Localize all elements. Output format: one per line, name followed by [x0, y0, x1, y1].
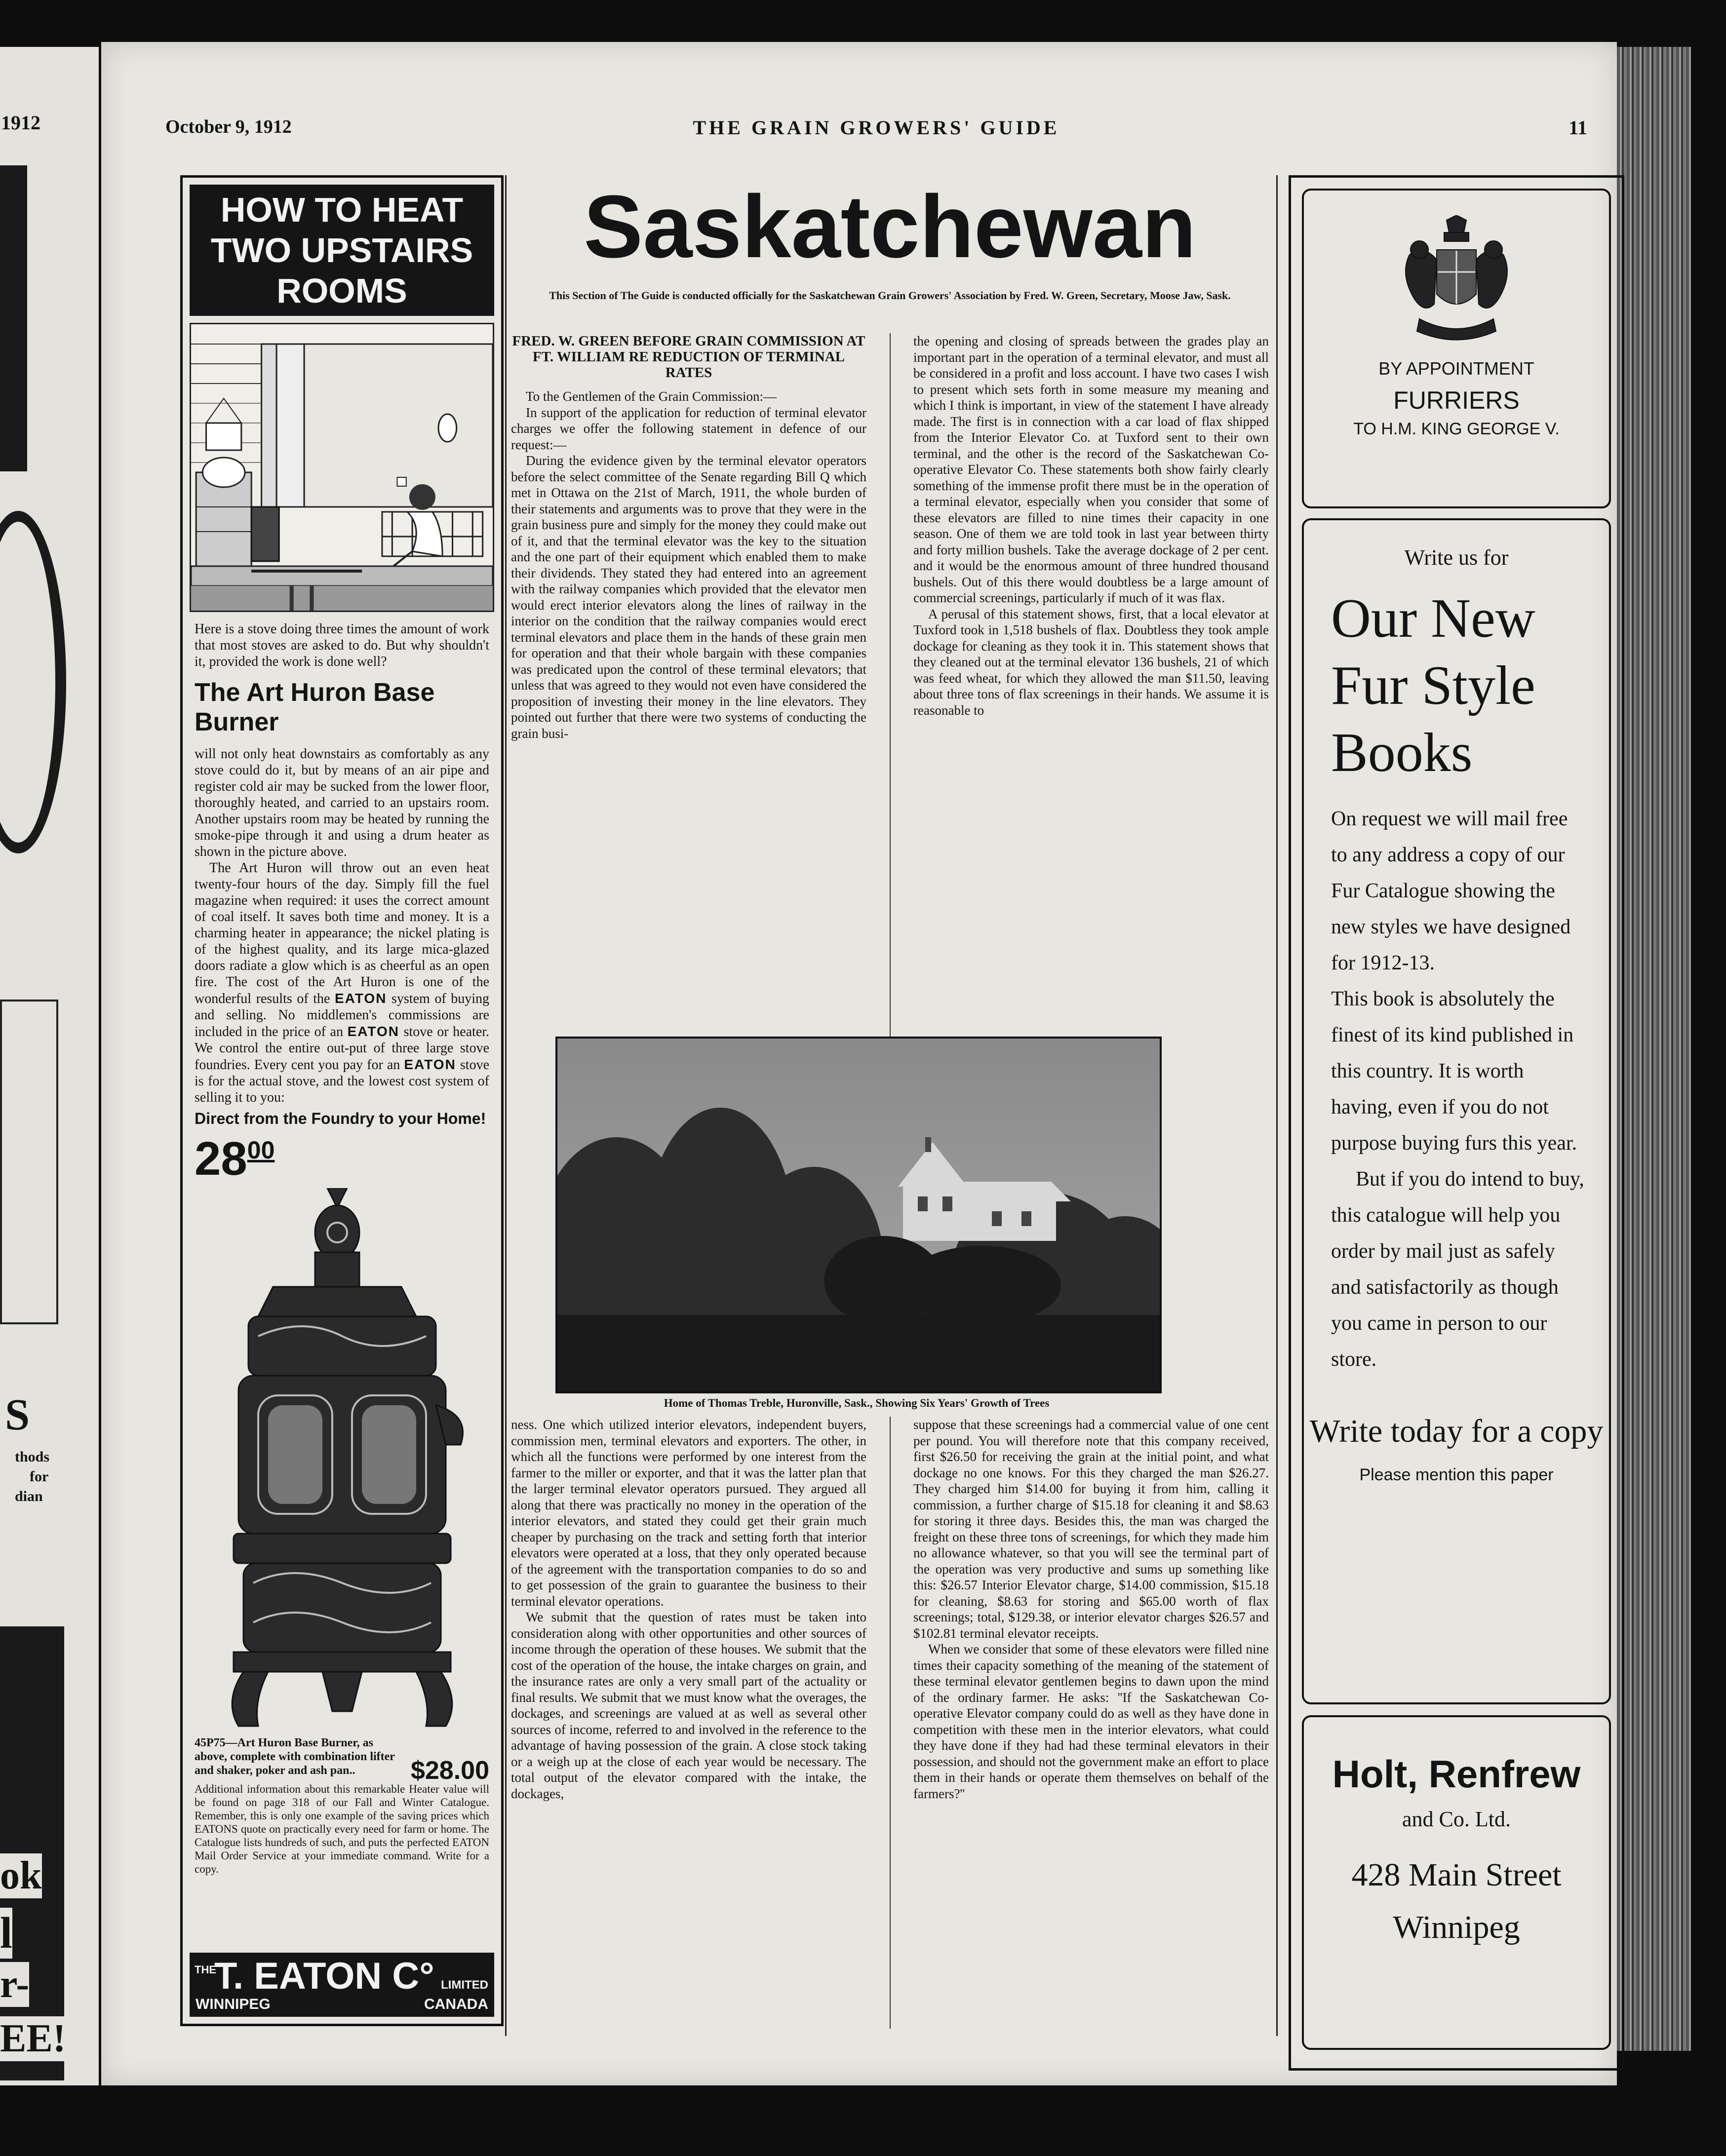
previous-page-fragment: S: [5, 1390, 30, 1439]
ad-body-text: [195, 746, 489, 1106]
royal-warrant-text: TO H.M. KING GEORGE V.: [1353, 420, 1560, 438]
footer-limited: LIMITED: [441, 1978, 488, 1992]
article-column-3: [511, 1417, 866, 2029]
company-name: Holt, Renfrew: [1332, 1752, 1581, 1796]
brand-name: EATON: [404, 1057, 456, 1072]
ad-text-segment: system of buying and selling. No middlemen's commissions are included in the price of an: [195, 991, 490, 1040]
company-address-box: [1302, 1715, 1611, 2050]
article-paragraph: the opening and closing of spreads between the grades play an important part in the operation of a terminal elevator, and must all be considered in a profit and loss account. I have two cases I wish to present which sets forth in some measure my meaning and which I think is important, in view of the statement I have already made. The first is in connection with a car load of flax shipped from the Interior Elevator Co. at Tuxford sent to their own terminal, and the other is the record of the Saskatchewan Co-operative Elevator Co. These statements both show fairly clearly something of the immense profit there must be in the operation of a terminal elevator, especially when you consider that some of these elevators are filled to nine times their capacity in one season. One of them we are told took in last year between thirty and forty million bushels. Take the average dockage of 2 per cent. and it would be the enormous amount of three hundred thousand bushels. Out of this there would doubtless be a large amount of commercial screenings, particularly if much of it was flax.: [913, 334, 1269, 605]
article-paragraph: A perusal of this statement shows, first, that a local elevator at Tuxford took in 1,518 bushels of flax. Doubtless they took ample dockage for cleaning as they took it in. This statement shows that they cleaned out at the terminal elevator 136 bushels, 21 of which was feed wheat, for which they allowed the man $11.50, leaving about three tons of flax screenings in their hands. We assume it is reasonable to: [913, 606, 1269, 718]
upstairs-room-illustration: [190, 323, 494, 612]
eaton-stove-advertisement: [180, 175, 504, 2026]
footer-country: CANADA: [424, 1996, 488, 2012]
ad-text-segment: The Art Huron will throw out an even heat twenty-four hours of the day. Simply fill the fuel magazine when required: it uses the correct amount of coal itself. It saves both time and money. It is a charming heater in appearance; the nickel plating is of the highest quality, and its large mica-glazed doors radiate a glow which is as cheerful as an open fire. The cost of the Art Huron is one of the wonderful results of the: [195, 860, 489, 1006]
previous-page-fragment: for: [30, 1468, 49, 1485]
section-masthead: Saskatchewan: [584, 177, 1196, 276]
previous-page-edge: [0, 47, 99, 2085]
page-stack-edges: [1617, 47, 1691, 2051]
article-columns-bottom: [511, 1417, 1269, 2029]
royal-crest-icon: [1390, 215, 1523, 348]
furriers-text: FURRIERS: [1393, 386, 1520, 414]
previous-page-arc: [0, 511, 66, 853]
column-divider: [1276, 175, 1278, 2036]
page-header: [165, 116, 1587, 146]
eaton-logo-text: T. EATON C°: [214, 1955, 434, 1997]
previous-page-fragment: EE!: [0, 2017, 66, 2060]
catalogue-note: Additional information about this remarkable Heater value will be found on page 318 of our Fall and Winter Catalogue. Remember, this is only one example of the saving prices which EATONS quote on practically every need for farm or home. The Catalogue lists hundreds of such, and puts the perfected EATON Mail Order Service at your immediate command. Write for a copy.: [195, 1783, 489, 1875]
eaton-company-footer: [190, 1953, 494, 2017]
city-name: Winnipeg: [1393, 1909, 1520, 1945]
previous-page-fragment: l: [0, 1909, 13, 1958]
column-divider: [505, 175, 507, 2036]
price-dollars: 28: [195, 1132, 247, 1185]
previous-page-fragment: dian: [15, 1488, 43, 1504]
order-price: $28.00: [410, 1756, 489, 1785]
banner-line: TWO UPSTAIRS ROOMS: [210, 231, 473, 310]
write-today-text: Write today for a copy: [1309, 1413, 1604, 1449]
order-description: 45P75—Art Huron Base Burner, as above, complete with combination lifter and shaker, poker and ash pan..: [195, 1736, 395, 1777]
ad-intro-text: Here is a stove doing three times the amount of work that most stoves are asked to do. But why shouldn't it, provided the work is done well?: [195, 621, 489, 669]
article-paragraph: During the evidence given by the terminal elevator operators before the select committee of the Senate regarding Bill Q which met in Ottawa on the 21st of March, 1911, the whole burden of their statements and arguments was to prove that they were in the grain business pure and simply for the money they could make out of it, and that the terminal elevator was the key to the situation and the one part of their equipment which enabled them to make their dividends. They stated they had entered into an agreement with the railway companies which provided that the elevator men would erect interior elevators along the lines of railway in the interior on the condition that the railway companies would erect terminal elevators and place them in the hands of these grain men for operation and that their whole bargain with these companies was predicated upon the control of these terminal elevators; that unless that was agreed to they would not even have considered the proposition of investing their money in the line elevators. They pointed out further that there were two systems of conducting the grain busi-: [511, 453, 866, 741]
article-column-2: [913, 333, 1269, 1133]
article-columns-top: [511, 333, 1269, 1133]
previous-page-dark-panel: [0, 165, 27, 471]
write-us-text: Write us for: [1404, 545, 1509, 570]
royal-appointment-box: [1302, 189, 1611, 508]
footer-the: THE: [195, 1964, 216, 1976]
section-intro: This Section of The Guide is conducted officially for the Saskatchewan Grain Growers' Association by Fred. W. Green, Secretary, Moose Jaw, Sask.: [549, 289, 1231, 302]
farmhouse-photograph: [555, 1037, 1162, 1393]
ad-banner: [190, 185, 494, 316]
ad-text-segment: stove is for the actual stove, and the lowest cost system of selling it to you:: [195, 1057, 490, 1105]
previous-page-year: 1912: [1, 112, 40, 134]
article-headline: FRED. W. GREEN BEFORE GRAIN COMMISSION AT FT. WILLIAM RE REDUCTION OF TERMINAL RATES: [512, 333, 865, 381]
ad-text-segment: stove or heater. We control the entire out-put of three large stove foundries. Every cent you pay for an: [195, 1024, 489, 1073]
appointment-text: BY APPOINTMENT: [1378, 358, 1534, 379]
previous-page-box: [0, 1000, 58, 1324]
product-title: The Art Huron Base Burner: [195, 678, 435, 736]
column-rule: [890, 333, 891, 1133]
catalogue-body: [1331, 801, 1587, 1378]
brand-name: EATON: [335, 991, 387, 1006]
previous-page-fragment: ok: [0, 1854, 42, 1897]
article-paragraph: When we consider that some of these elevators were filled nine times their capacity something of the meaning of the statement of these terminal elevator gentlemen begins to dawn upon the mind of the ordinary farmer. He asks: ''If the Saskatchewan Co-operative Elevator company could do as well as they have done in competition with these men in the interior elevators, what could they have done if they had had these terminal elevators in their possession, and should not the government make an effort to place them in their hands or operate them themselves on behalf of the farmers?'': [913, 1642, 1269, 1801]
catalogue-paragraph: But if you do intend to buy, this catalogue will help you order by mail just as safely and satisfactorily as though you came in person to our store.: [1331, 1168, 1584, 1371]
article-salutation: To the Gentlemen of the Grain Commission:—: [526, 389, 777, 404]
article-paragraph: In support of the application for reduction of terminal elevator charges we offer the following statement in defence of our request:—: [511, 405, 866, 452]
publication-title: THE GRAIN GROWERS' GUIDE: [693, 116, 1060, 139]
banner-line: HOW TO HEAT: [220, 191, 464, 229]
page-number: 11: [1569, 116, 1587, 139]
article-column-1: [511, 333, 866, 1133]
ad-paragraph: will not only heat downstairs as comfortably as any stove could do it, but by means of an air pipe and register cold air may be sucked from the lower floor, thoroughly heated, and carried to an upstairs room. Another upstairs room may be heated by running the smoke-pipe through it and using a drum heater as shown in the picture above.: [195, 746, 489, 859]
footer-city: WINNIPEG: [196, 1996, 271, 2012]
headline-price: [195, 1132, 489, 1186]
column-rule: [890, 1417, 891, 2029]
order-line: [195, 1736, 489, 1785]
catalogue-paragraph: This book is absolutely the finest of its kind published in this country. It is worth having, even if you do not purpose buying furs this year.: [1331, 988, 1577, 1155]
holt-renfrew-advertisement: [1289, 175, 1624, 2071]
fur-catalogue-box: [1302, 518, 1611, 1704]
article-paragraph: ness. One which utilized interior elevators, independent buyers, commission men, terminal elevators and exporters. The other, in which all the functions were performed by one interest from the farmer to the miller or exporter, and that it was the latter plan that the larger terminal elevator operators pursued. They argued all along that there was practically no money in the operation of the interior elevators, and stated they could get their grain much cheaper by purchasing on the track and setting forth that interior elevators were operated at a loss, that they only operated because of the agreement with the transportation companies to do so and to get possession of the grain to guarantee the business to their terminal elevator operations.: [511, 1417, 866, 1609]
previous-page-fragment: r-: [0, 1963, 30, 2006]
saskatchewan-section: [511, 175, 1269, 2031]
company-suffix: and Co. Ltd.: [1402, 1807, 1511, 1831]
article-paragraph: We submit that the question of rates must be taken into consideration along with other opportunities and other sources of income through the operation of these houses. We submit that the cost of the operation of the house, the intake charges on grain, and the insurance rates are only a very small part of the actuality or final results. We submit that we must know what the overages, the dockages, and screenings are valued at as well as several other sources of income, referred to and involved in the reference to the advantage of having possession of the grain. A close stock taking or a weigh up at the close of each year would be necessary. The total output of the elevator compared with the intake, the dockages,: [511, 1610, 866, 1801]
photo-caption: Home of Thomas Treble, Huronville, Sask., Showing Six Years' Growth of Trees: [664, 1397, 1050, 1409]
mention-paper-text: Please mention this paper: [1359, 1465, 1554, 1484]
ad-paragraph: [195, 860, 489, 1106]
brand-name: EATON: [347, 1024, 399, 1039]
direct-from-foundry: Direct from the Foundry to your Home!: [195, 1110, 486, 1127]
newspaper-page: [101, 42, 1617, 2085]
catalogue-headline: Our New Fur Style Books: [1331, 588, 1535, 783]
street-address: 428 Main Street: [1351, 1857, 1562, 1893]
issue-date: October 9, 1912: [165, 116, 292, 137]
base-burner-stove-illustration: [204, 1188, 480, 1731]
article-column-4: [913, 1417, 1269, 2029]
price-cents: 00: [247, 1136, 275, 1164]
catalogue-paragraph: On request we will mail free to any address a copy of our Fur Catalogue showing the new styles we have designed for 1912-13.: [1331, 808, 1571, 974]
previous-page-fragment: thods: [15, 1449, 50, 1465]
article-paragraph: suppose that these screenings had a commercial value of one cent per pound. You will therefore note that this company received, first $26.50 for receiving the grain at the initial point, and what dockage no one knows. For this they charged the man $26.27. They charged him $14.00 for buying it from him, calling it commission, a further charge of $15.18 for cleaning it and $8.63 for storing it three days. Besides this, the man was charged the freight on these three tons of screenings, for which they made him no allowance whatever, so that you will see the terminal part of the operation was very productive and sums up something like this: $26.57 Interior Elevator charge, $14.00 commission, $15.18 for cleaning, $8.63 for storing and $65.00 worth of flax screenings; total, $129.38, or interior elevator charges $26.57 and $102.81 terminal elevator receipts.: [913, 1417, 1269, 1641]
